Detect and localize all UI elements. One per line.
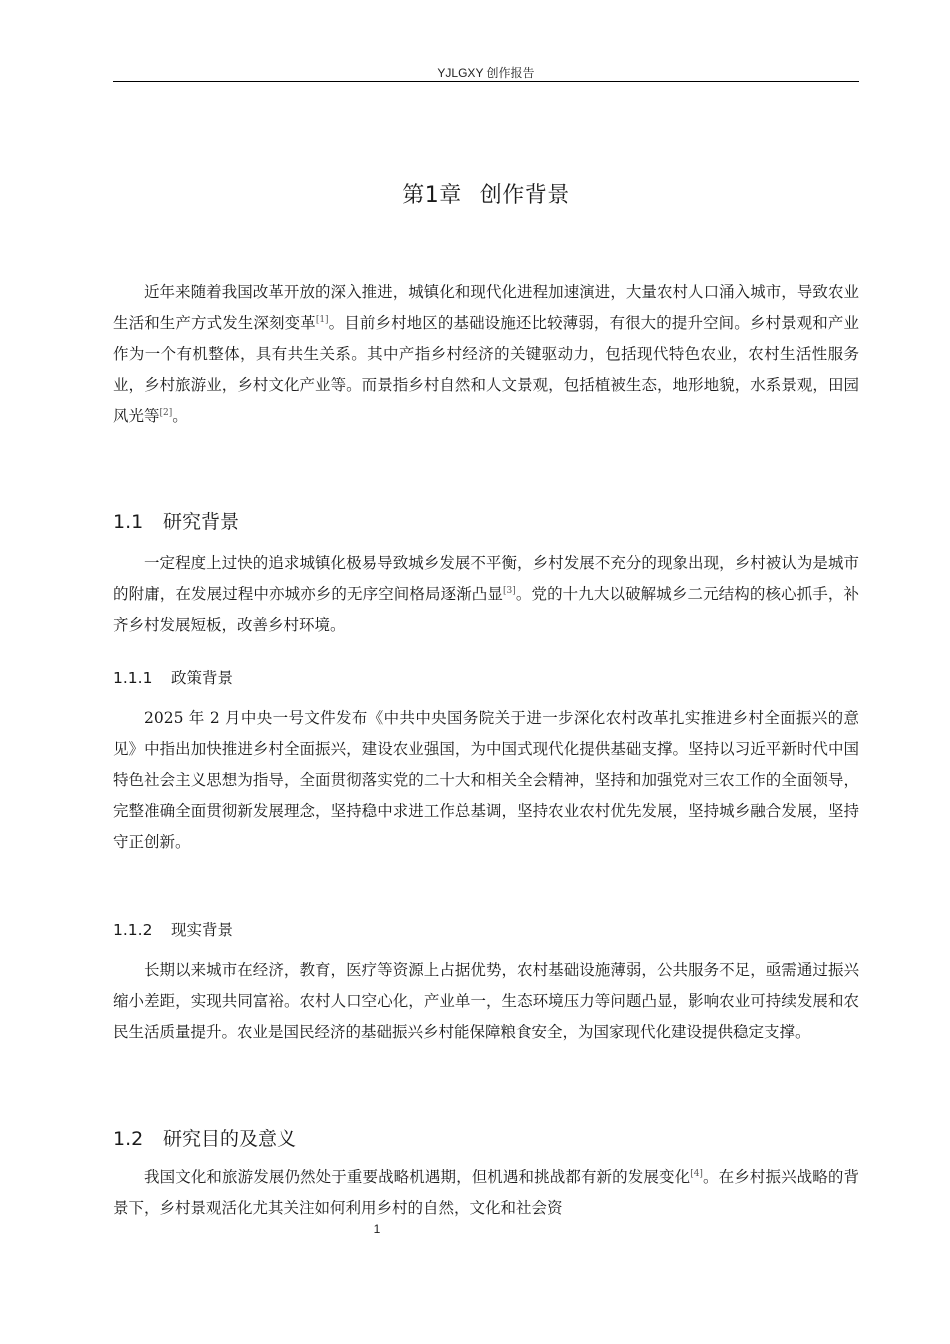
header-rule <box>113 81 859 82</box>
section-1-2-paragraph: 我国文化和旅游发展仍然处于重要战略机遇期，但机遇和挑战都有新的发展变化[4]。在乡村振兴战略的背景下，乡村景观活化尤其关注如何利用乡村的自然，文化和社会资 <box>113 1168 859 1217</box>
section-1-1-1-paragraph: 2025 年 2 月中央一号文件发布《中共中央国务院关于进一步深化农村改革扎实推进乡村全面振兴的意见》中指出加快推进乡村全面振兴，建设农业强国，为中国式现代化提供基础支撑。坚持以习近平新时代中国特色社会主义思想为指导，全面贯彻落实党的二十大和相关全会精神，坚持和加强党对三农工作的全面领导，完整准确全面贯彻新发展理念，坚持稳中求进工作总基调，坚持农业农村优先发展，坚持城乡融合发展，坚持守正创新。 <box>113 709 859 851</box>
page-number: 1 <box>373 1222 381 1236</box>
page-header: YJLGXY 创作报告 <box>437 66 535 80</box>
section-heading-1-1-1: 1.1.1 政策背景 <box>113 669 234 687</box>
section-heading-1-1-2: 1.1.2 现实背景 <box>113 921 234 939</box>
chapter-number: 第1章 <box>402 183 462 208</box>
section-1-1-paragraph: 一定程度上过快的追求城镇化极易导致城乡发展不平衡，乡村发展不充分的现象出现，乡村被认为是城市的附庸，在发展过程中亦城亦乡的无序空间格局逐渐凸显[3]。党的十九大以破解城乡二元结构的核心抓手，补齐乡村发展短板，改善乡村环境。 <box>113 554 859 634</box>
citation-4[interactable]: [4] <box>690 1169 703 1179</box>
citation-2[interactable]: [2] <box>159 408 173 418</box>
intro-paragraph: 近年来随着我国改革开放的深入推进，城镇化和现代化进程加速演进，大量农村人口涌入城市，导致农业生活和生产方式发生深刻变革[1]。目前乡村地区的基础设施还比较薄弱，有很大的提升空间。乡村景观和产业作为一个有机整体，具有共生关系。其中产指乡村经济的关键驱动力，包括现代特色农业，农村生活性服务业，乡村旅游业，乡村文化产业等。而景指乡村自然和人文景观，包括植被生态，地形地貌，水系景观，田园风光等[2]。 <box>113 283 859 425</box>
citation-1[interactable]: [1] <box>315 315 329 325</box>
section-heading-1-1: 1.1 研究背景 <box>113 511 240 533</box>
chapter-title <box>113 178 859 209</box>
chapter-name: 创作背景 <box>479 183 570 208</box>
citation-3[interactable]: [3] <box>503 586 516 596</box>
section-heading-1-2: 1.2 研究目的及意义 <box>113 1128 297 1150</box>
section-1-1-2-paragraph: 长期以来城市在经济，教育，医疗等资源上占据优势，农村基础设施薄弱，公共服务不足，亟需通过振兴缩小差距，实现共同富裕。农村人口空心化，产业单一，生态环境压力等问题凸显，影响农业可持续发展和农民生活质量提升。农业是国民经济的基础振兴乡村能保障粮食安全，为国家现代化建设提供稳定支撑。 <box>113 961 859 1041</box>
